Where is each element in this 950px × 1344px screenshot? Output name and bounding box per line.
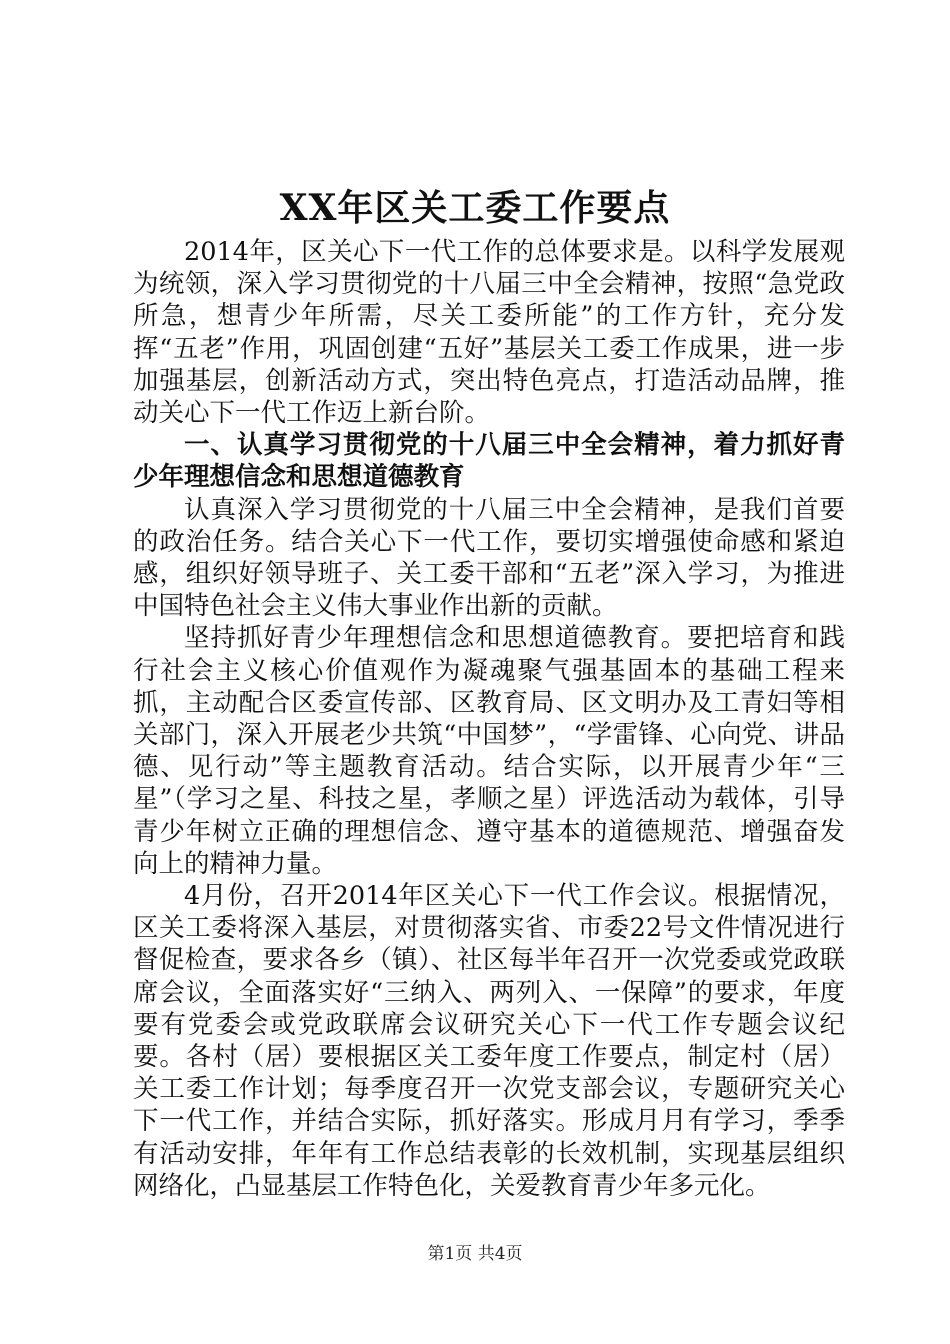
section-heading-1: 一、认真学习贯彻党的十八届三中全会精神，着力抓好青少年理想信念和思想道德教育 bbox=[133, 430, 845, 493]
document-title: XX年区关工委工作要点 bbox=[279, 187, 671, 229]
body-paragraph: 4月份，召开2014年区关心下一代工作会议。根据情况，区关工委将深入基层，对贯彻落实省、市委22号文件情况进行督促检查，要求各乡（镇）、社区每半年召开一次党委或党政联席会议，全面落实好“三纳入、两列入、一保障”的要求，年度要有党委会或党政联席会议研究关心下一代工作专题会议纪要。各村（居）要根据区关工委年度工作要点，制定村（居）关工委工作计划；每季度召开一次党支部会议，专题研究关心下一代工作，并结合实际，抓好落实。形成月月有学习，季季有活动安排，年年有工作总结表彰的长效机制，实现基层组织网络化，凸显基层工作特色化，关爱教育青少年多元化。 bbox=[133, 881, 845, 1201]
document-body bbox=[133, 236, 845, 1202]
body-paragraph: 坚持抓好青少年理想信念和思想道德教育。要把培育和践行社会主义核心价值观作为凝魂聚气强基固本的基础工程来抓，主动配合区委宣传部、区教育局、区文明办及工青妇等相关部门，深入开展老少共筑“中国梦”，“学雷锋、心向党、讲品德、见行动”等主题教育活动。结合实际，以开展青少年“三星”（学习之星、科技之星，孝顺之星）评选活动为载体，引导青少年树立正确的理想信念、遵守基本的道德规范、增强奋发向上的精神力量。 bbox=[133, 623, 845, 879]
body-paragraph: 认真深入学习贯彻党的十八届三中全会精神，是我们首要的政治任务。结合关心下一代工作，要切实增强使命感和紧迫感，组织好领导班子、关工委干部和“五老”深入学习，为推进中国特色社会主义伟大事业作出新的贡献。 bbox=[133, 494, 845, 622]
intro-paragraph: 2014年，区关心下一代工作的总体要求是。以科学发展观为统领，深入学习贯彻党的十八届三中全会精神，按照“急党政所急，想青少年所需，尽关工委所能”的工作方针，充分发挥“五老”作用，巩固创建“五好”基层关工委工作成果，进一步加强基层，创新活动方式，突出特色亮点，打造活动品牌，推动关心下一代工作迈上新台阶。 bbox=[133, 237, 845, 429]
page-footer: 第1页 共4页 bbox=[427, 1244, 523, 1264]
